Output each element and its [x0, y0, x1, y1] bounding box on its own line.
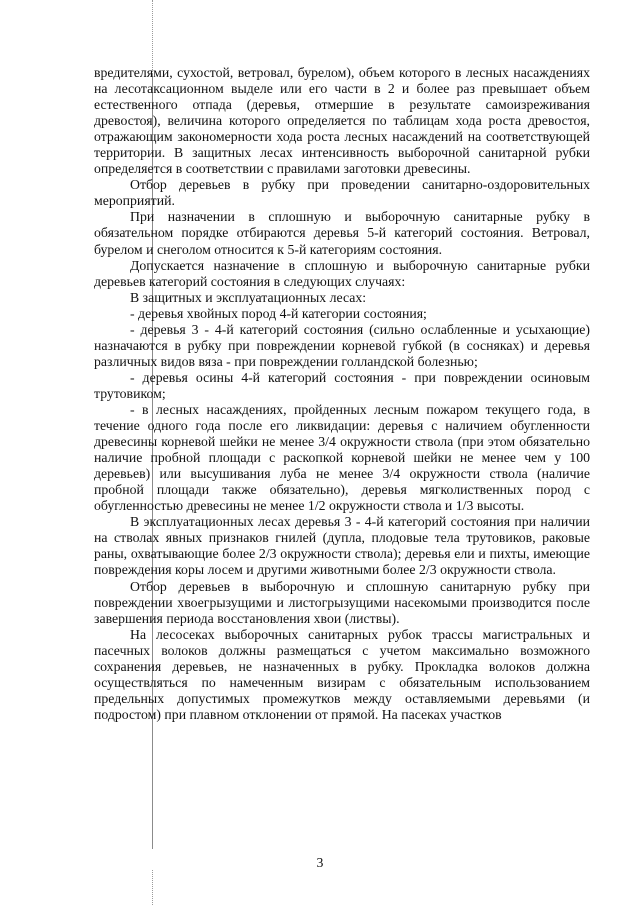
list-item: - деревья осины 4-й категорий состояния - при повреждении осиновым трутовиком;	[94, 369, 590, 401]
paragraph: Отбор деревьев в рубку при проведении санитарно-оздоровительных мероприятий.	[94, 177, 590, 209]
document-body	[94, 65, 590, 723]
page-number: 3	[316, 855, 324, 870]
paragraph: Допускается назначение в сплошную и выборочную санитарные рубки деревьев категорий состояния в следующих случаях:	[94, 257, 590, 289]
scan-artifact-line	[152, 870, 153, 905]
scan-artifact-line	[152, 0, 153, 74]
paragraph: вредителями, сухостой, ветровал, бурелом), объем которого в лесных насаждениях на лесотаксационном выделе или его части в 2 и более раз превышает объем естественного отпада (деревья, отмершие в результате самоизреживания древостоя), величина которого определяется по таблицам хода роста древостоя, отражающим закономерности хода роста лесных насаждений на соответствующей территории. В защитных лесах интенсивность выборочной санитарной рубки определяется в соответствии с правилами заготовки древесины.	[94, 65, 590, 177]
list-item: - деревья хвойных пород 4-й категории состояния;	[130, 305, 427, 321]
list-item: - деревья 3 - 4-й категорий состояния (сильно ослабленные и усыхающие) назначаются в рубку при повреждении корневой губкой (в сосняках) и деревья различных видов вяза - при повреждении голландской болезнью;	[94, 321, 590, 369]
paragraph: В эксплуатационных лесах деревья 3 - 4-й категорий состояния при наличии на стволах явных признаков гнилей (дупла, плодовые тела трутовиков, раковые раны, охватывающие более 2/3 окружности ствола); деревья ели и пихты, имеющие повреждения коры лосем и другими животными более 2/3 окружности ствола.	[94, 514, 590, 578]
paragraph: При назначении в сплошную и выборочную санитарные рубку в обязательном порядке отбираются деревья 5-й категорий состояния. Ветровал, бурелом и снеголом относится к 5-й категориям состояния.	[94, 209, 590, 257]
paragraph: В защитных и эксплуатационных лесах:	[130, 289, 367, 305]
paragraph: Отбор деревьев в выборочную и сплошную санитарную рубку при повреждении хвоегрызущими и листогрызущими насекомыми производится после завершения периода восстановления хвои (листвы).	[94, 578, 590, 626]
list-item: - в лесных насаждениях, пройденных лесным пожаром текущего года, в течение одного года после его ликвидации: деревья с наличием обугленности древесины корневой шейки не менее 3/4 окружности ствола (при этом обязательно наличие пробной площади с раскопкой корневой шейки не менее чем у 100 деревьев) или высушивания луба не менее 3/4 окружности ствола (наличие пробной площади также обязательно), деревья мягколиственных пород с обугленностью древесины не менее 1/2 окружности ствола и 1/3 высоты.	[94, 401, 590, 514]
paragraph: На лесосеках выборочных санитарных рубок трассы магистральных и пасечных волоков должны размещаться с учетом максимально возможного сохранения деревьев, не назначенных в рубку. Прокладка волоков должна осуществляться по намеченным визирам с обязательным использованием предельных допустимых промежутков между оставляемыми деревьями (и подростом) при плавном отклонении от прямой. На пасеках участков	[94, 626, 590, 722]
